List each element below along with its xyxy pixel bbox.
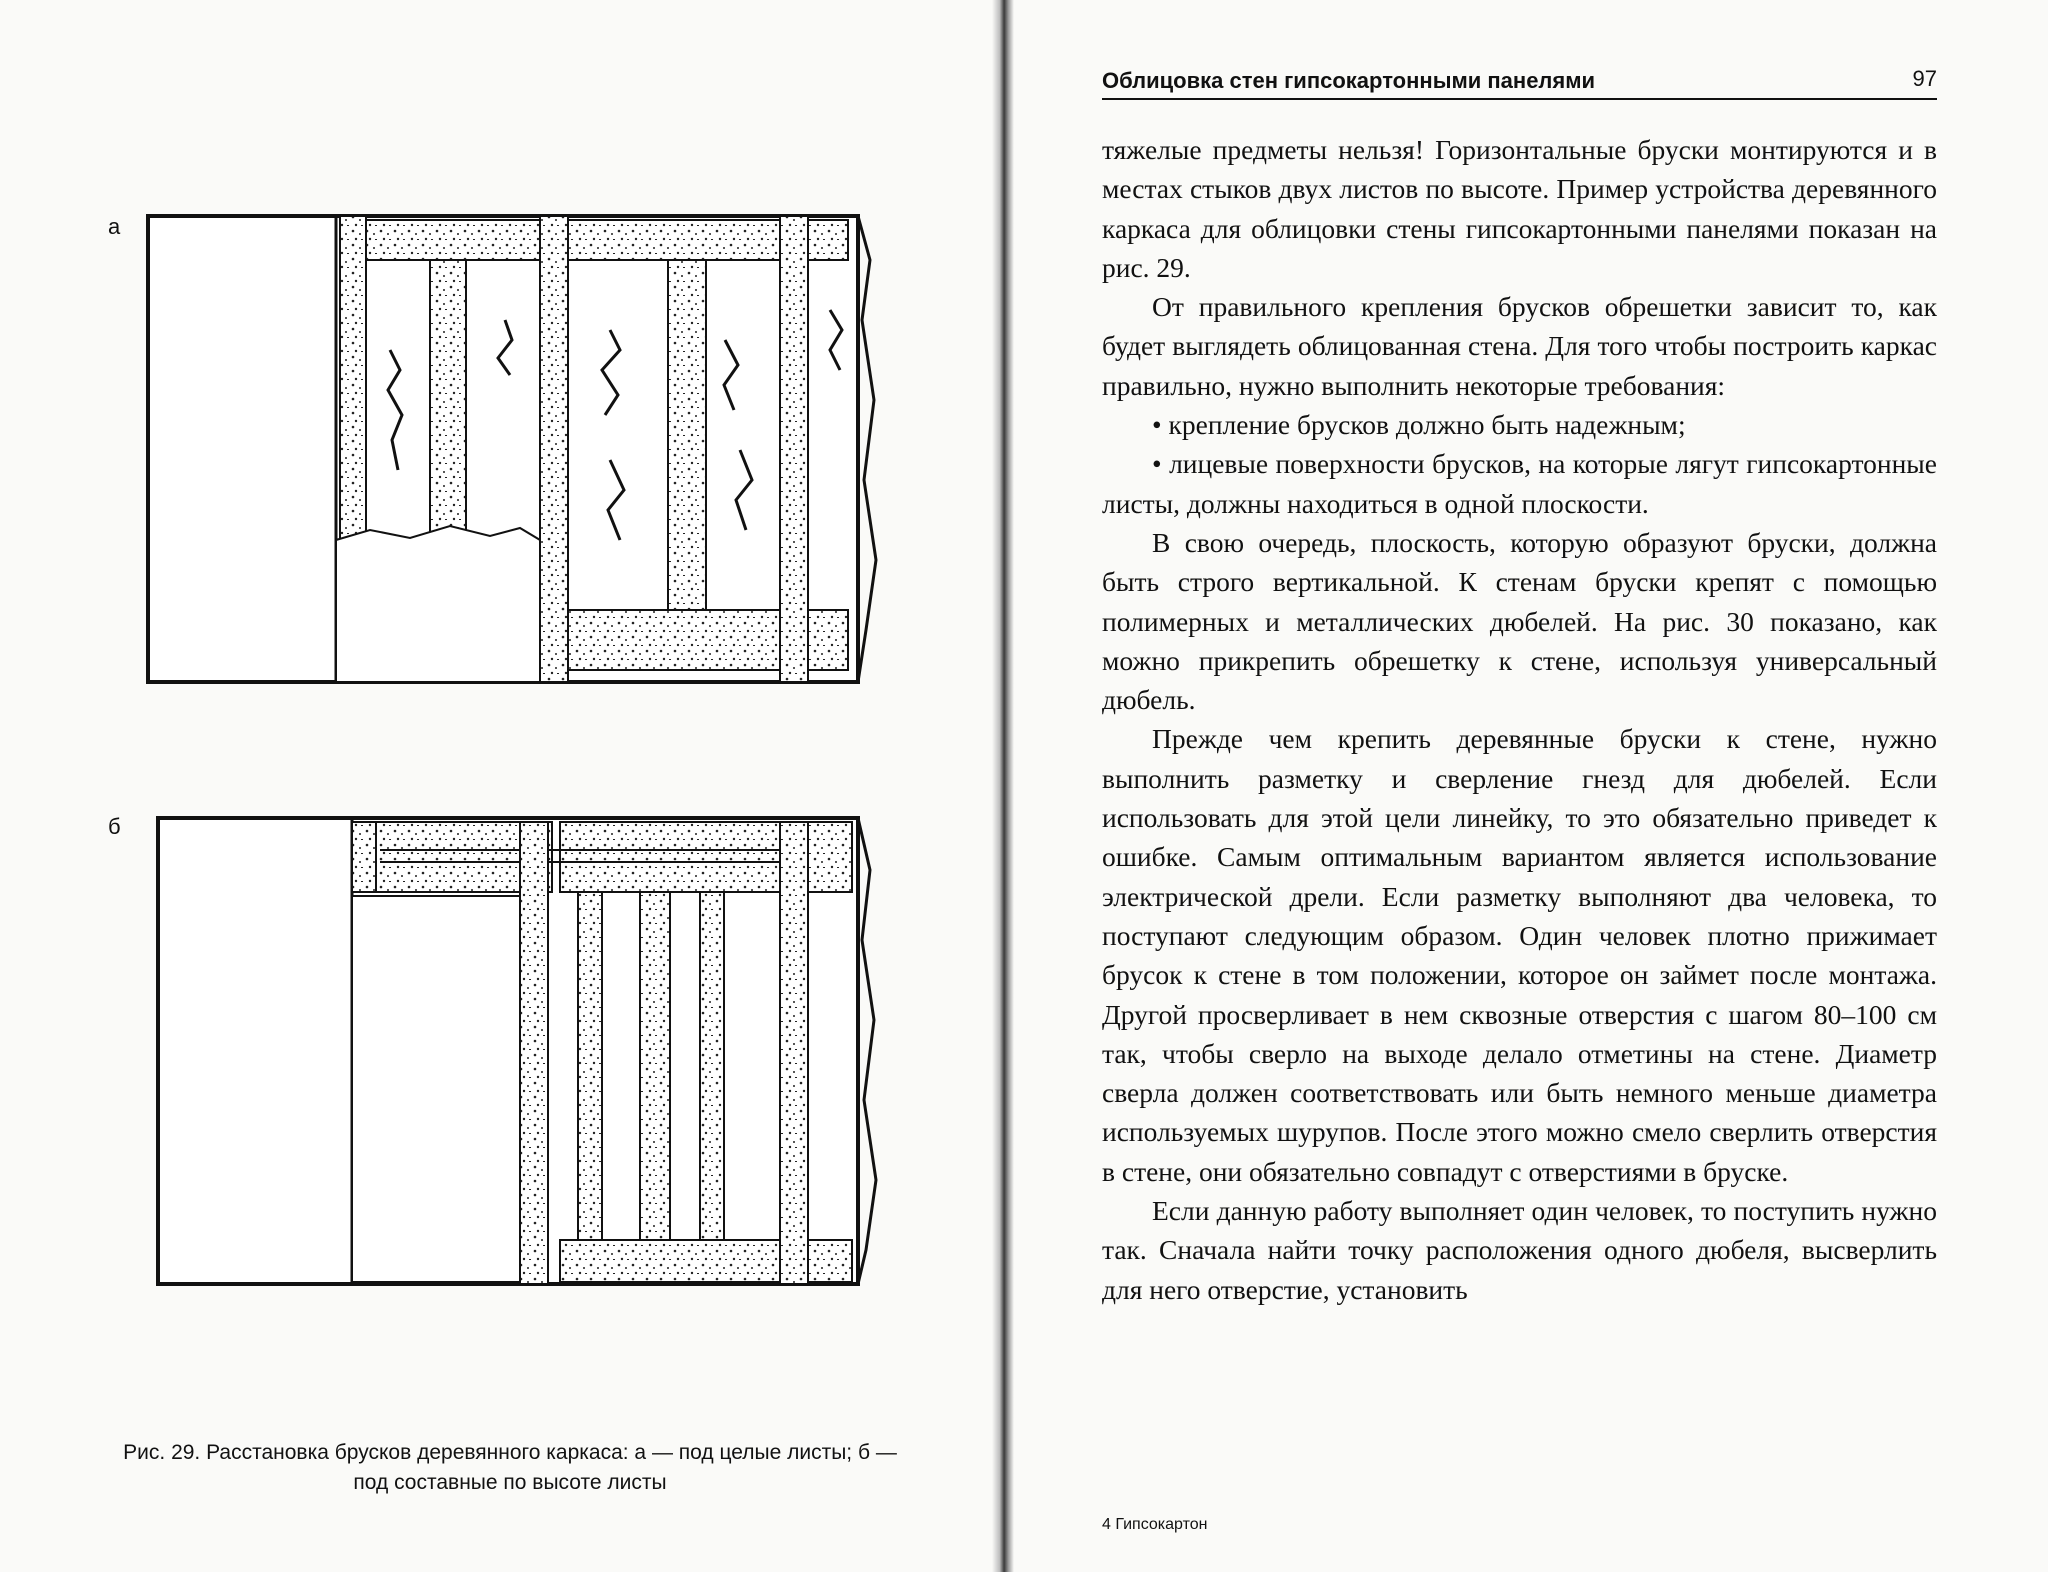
bullet-item: • лицевые поверхности брусков, на которые лягут гипсокартонные листы, должны находиться в одной плоскости. — [1102, 448, 1937, 519]
running-head — [1102, 62, 1937, 100]
paragraph: От правильного крепления брусков обрешетки зависит то, как будет выглядеть облицованная стена. Для того чтобы построить каркас правильно, нужно выполнить некоторые требования: — [1102, 291, 1937, 401]
figure-b-label: б — [108, 814, 121, 839]
bullet-item: • крепление брусков должно быть надежным; — [1152, 409, 1686, 441]
figure-caption: Рис. 29. Расстановка брусков деревянного каркаса: а — под целые листы; б — под составные по высоте листы — [123, 1441, 897, 1494]
paragraph: Прежде чем крепить деревянные бруски к стене, нужно выполнить разметку и сверление гнезд для дюбелей. Если использовать для этой цели линейку, то это обязательно приведет к ошибке. Самым оптимальным вариантом является использование электрической дрели. Если разметку выполняют два человека, то поступают следующим образом. Один человек плотно прижимает брусок к стене в том положении, которое он займет после монтажа. Другой просверливает в нем сквозные отверстия с шагом 80–100 см так, чтобы сверло на выходе делало отметины на стене. Диаметр сверла должен соответствовать или быть немного меньше диаметра используемых шурупов. После этого можно смело сверлить отверстия в стене, они обязательно совпадут с отверстиями в бруске. — [1102, 723, 1937, 1187]
body-text — [1102, 130, 1937, 1309]
left-page — [0, 0, 1000, 1572]
figure-a-label: а — [108, 214, 121, 239]
page-number: 97 — [1912, 66, 1937, 91]
paragraph: В свою очередь, плоскость, которую образуют бруски, должна быть строго вертикальной. К стенам бруски крепят с помощью полимерных и металлических дюбелей. На рис. 30 показано, как можно прикрепить обрешетку к стене, используя универсальный дюбель. — [1102, 526, 1937, 716]
paragraph: Если данную работу выполняет один человек, то поступить нужно так. Сначала найти точку расположения одного дюбеля, высверлить для него отверстие, установить — [1102, 1195, 1937, 1305]
footer-signature: 4 Гипсокартон — [1102, 1516, 1208, 1533]
running-title: Облицовка стен гипсокартонными панелями — [1102, 68, 1596, 93]
figure-b-frame — [140, 800, 900, 1300]
right-page — [1010, 0, 2048, 1572]
paragraph: тяжелые предметы нельзя! Горизонтальные бруски монтируются и в местах стыков двух листов по высоте. Пример устройства деревянного каркаса для облицовки стены гипсокартонными панелями показан на рис. 29. — [1102, 134, 1937, 283]
figure-a-frame — [140, 200, 900, 700]
